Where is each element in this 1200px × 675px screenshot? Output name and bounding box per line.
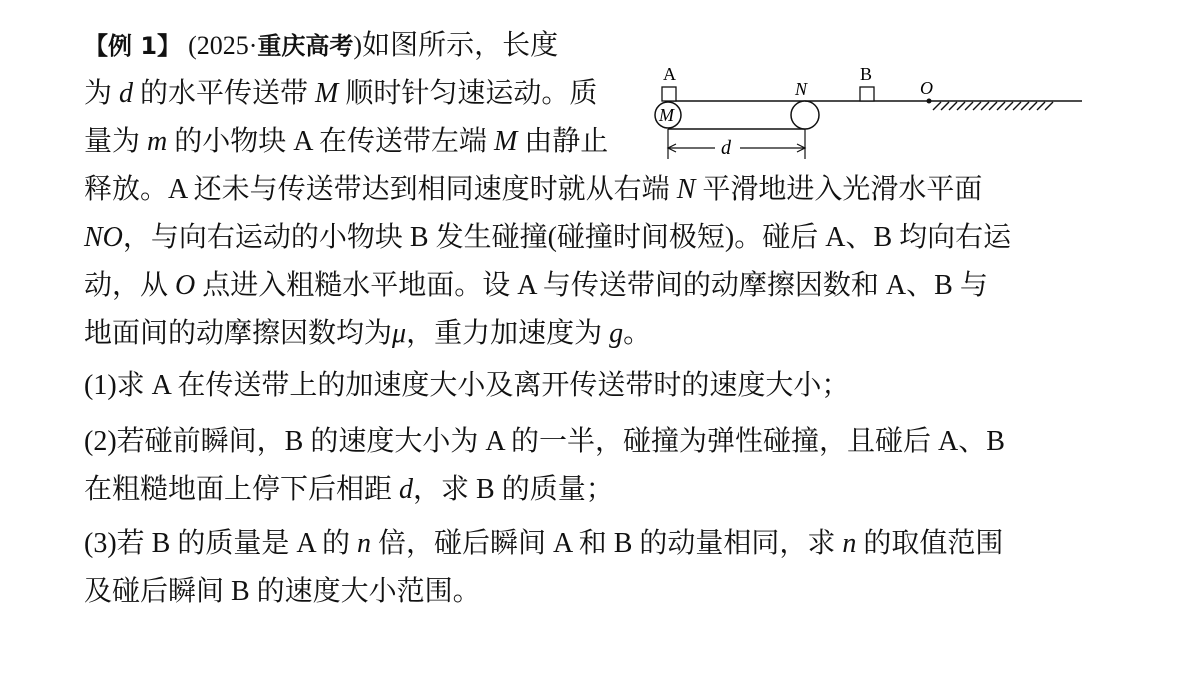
rough-ground-hatch	[933, 102, 1053, 110]
label-d: d	[721, 137, 731, 159]
roller-n	[791, 101, 819, 129]
intro-line-6: 动，从 O 点进入粗糙水平地面。设 A 与传送带间的动摩擦因数和 A、B 与	[84, 270, 988, 301]
block-a	[662, 87, 676, 101]
intro-line-7: 地面间的动摩擦因数均为μ，重力加速度为 g。	[84, 318, 652, 349]
problem-intro-head	[84, 22, 644, 166]
intro-line-4: 释放。A 还未与传送带达到相同速度时就从右端 N 平滑地进入光滑水平面	[84, 174, 983, 205]
intro-line-5: NO，与向右运动的小物块 B 发生碰撞(碰撞时间极短)。碰后 A、B 均向右运	[84, 222, 1012, 253]
problem-intro-body	[84, 166, 1144, 358]
label-m: M	[659, 105, 674, 125]
intro-line-2: 为 d 的水平传送带 M 顺时针匀速运动。质	[84, 78, 598, 109]
question-1: (1)求 A 在传送带上的加速度大小及离开传送带时的速度大小；	[84, 370, 850, 401]
question-3: (3)若 B 的质量是 A 的 n 倍，碰后瞬间 A 和 B 的动量相同，求 n 的取值范围 及碰后瞬间 B 的速度大小范围。	[84, 528, 1004, 607]
label-a: A	[663, 64, 676, 84]
dimension-d	[668, 129, 805, 159]
intro-line-3: 量为 m 的小物块 A 在传送带左端 M 由静止	[84, 126, 609, 157]
label-b: B	[860, 64, 873, 84]
question-2: (2)若碰前瞬间，B 的速度大小为 A 的一半，碰撞为弹性碰撞，且碰后 A、B 在粗糙地面上停下后相距 d，求 B 的质量；	[84, 426, 1005, 505]
block-b	[860, 87, 874, 101]
source-tag: (2025·重庆高考)	[188, 31, 363, 60]
label-o: O	[920, 78, 933, 98]
conveyor-belt	[655, 101, 819, 129]
intro-line-1-tail: 如图所示，长度	[362, 30, 559, 61]
intro-line-1	[84, 22, 644, 70]
example-label: 【例 1】	[84, 32, 182, 60]
point-o	[927, 99, 932, 104]
conveyor-diagram	[650, 58, 1090, 168]
label-n: N	[795, 79, 808, 99]
